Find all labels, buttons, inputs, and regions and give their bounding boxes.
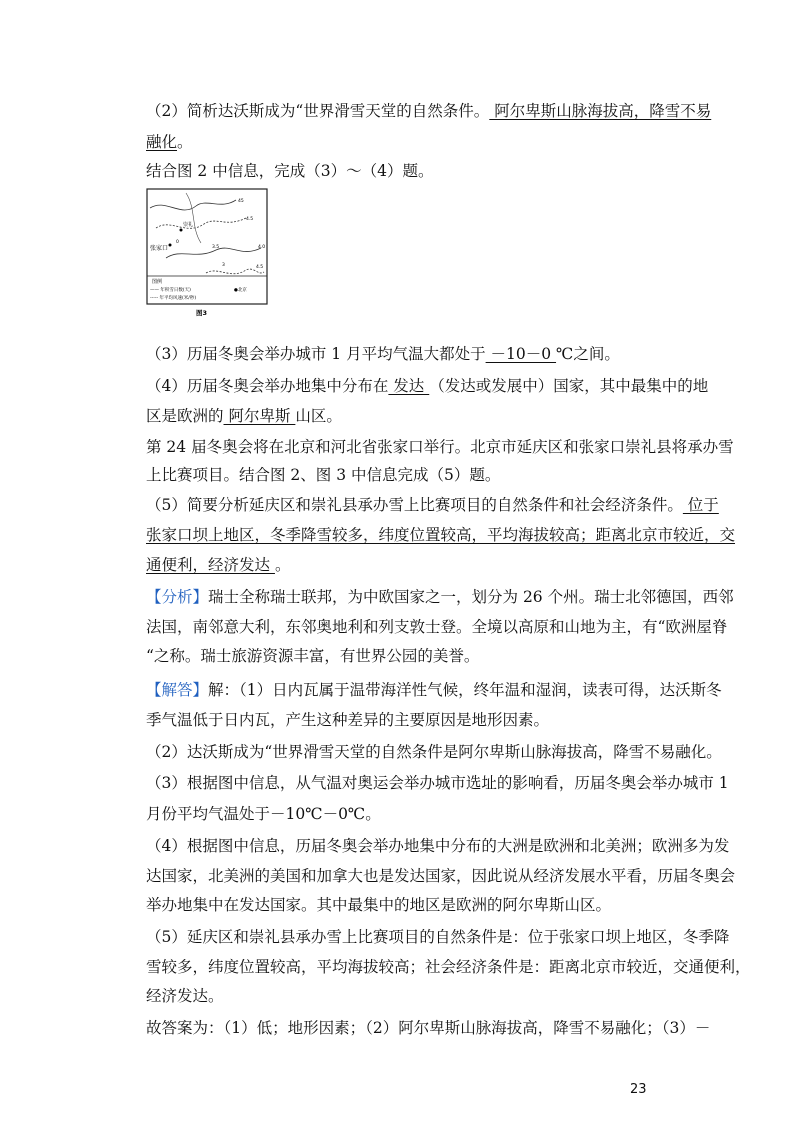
q4-line-1 <box>146 375 708 397</box>
contour-label: 4.5 <box>256 265 264 270</box>
q5-line-1 <box>146 494 719 516</box>
q4-line2-tail: 山区。 <box>295 407 342 425</box>
analysis-text: 瑞士全称瑞士联邦，为中欧国家之一，划分为 26 个州。瑞士北邻德国，西邻 <box>208 588 734 606</box>
q5-answer-part2: 张家口坝上地区，冬季降雪较多，纬度位置较高，平均海拔较高；距离北京市较近，交 <box>146 526 736 544</box>
answer-line-11: 经济发达。 <box>146 987 224 1005</box>
contour-label: 3 <box>222 263 225 268</box>
contour-label: 4.0 <box>258 245 266 250</box>
q3-question: （3）历届冬奥会举办城市 1 月平均气温大都处于 <box>146 345 486 363</box>
q3-answer: －10－0 <box>485 345 557 363</box>
q2-answer-part1: 阿尔卑斯山脉海拔高，降雪不易 <box>489 102 712 120</box>
combine-fig2-text: 结合图 2 中信息，完成（3）～（4）题。 <box>146 162 434 180</box>
answer-line-3: （2）达沃斯成为“世界滑雪天堂的自然条件是阿尔卑斯山脉海拔高，降雪不易融化。 <box>146 743 722 761</box>
contour-label: 0 <box>176 240 179 245</box>
legend-title: 图例 <box>152 279 163 285</box>
q2-tail: 。 <box>177 133 193 151</box>
contour-label: 4.5 <box>246 217 254 222</box>
figure3-map <box>146 188 268 318</box>
q2-answer-part2: 融化 <box>146 133 178 151</box>
answer-line-8: 举办地集中在发达国家。其中最集中的地区是欧洲的阿尔卑斯山区。 <box>146 896 612 914</box>
q4-answer-2: 阿尔卑斯 <box>223 407 296 425</box>
q5-question: （5）简要分析延庆区和崇礼县承办雪上比赛项目的自然条件和社会经济条件。 <box>146 496 683 514</box>
answer-line-10: 雪较多，纬度位置较高，平均海拔较高；社会经济条件是：距离北京市较近，交通便利， <box>146 958 751 976</box>
contour-label: 45 <box>238 199 244 204</box>
legend-wind-speed: ----- 年平均风速(米/秒) <box>150 296 197 301</box>
q4-answer-1: 发达 <box>388 377 430 395</box>
answer-tag: 【解答】 <box>146 681 209 699</box>
analysis-line-1 <box>146 586 734 608</box>
zhangjiakou-point <box>169 244 172 247</box>
intro24-line-2: 上比赛项目。结合图 2、图 3 中信息完成（5）题。 <box>146 466 501 484</box>
figure-caption: 图3 <box>196 309 208 317</box>
q5-answer-part3: 通便利，经济发达 <box>146 556 275 574</box>
q4-line-2 <box>146 405 342 427</box>
chongli-point <box>180 229 183 232</box>
analysis-line-2: 法国，南邻意大利，东邻奥地利和列支敦士登。全境以高原和山地为主，有“欧洲屋脊 <box>146 618 728 636</box>
legend-snow-days: —— 年积雪日数(天) <box>150 288 191 293</box>
q2-line-1 <box>146 100 711 122</box>
analysis-line-3: “之称。瑞士旅游资源丰富，有世界公园的美誉。 <box>146 647 480 665</box>
place-zhangjiakou: 张家口 <box>150 245 169 252</box>
q2-question: （2）简析达沃斯成为“世界滑雪天堂的自然条件。 <box>146 102 490 120</box>
q5-line-3 <box>146 554 290 576</box>
q4-line2-lead: 区是欧洲的 <box>146 407 224 425</box>
answer-line-9: （5）延庆区和崇礼县承办雪上比赛项目的自然条件是：位于张家口坝上地区，冬季降 <box>146 928 730 946</box>
answer-line-7: 达国家，北美洲的美国和加拿大也是发达国家，因此说从经济发展水平看，历届冬奥会 <box>146 867 736 885</box>
q4-middle: （发达或发展中）国家，其中最集中的地 <box>429 377 709 395</box>
answer-line-2: 季气温低于日内瓦，产生这种差异的主要原因是地形因素。 <box>146 711 550 729</box>
q3-tail: ℃之间。 <box>556 345 620 363</box>
place-chongli: 崇礼 <box>183 222 194 228</box>
q5-answer-part1: 位于 <box>682 496 719 514</box>
answer-line-5: 月份平均气温处于－10℃－0℃。 <box>146 805 381 823</box>
answer-line-6: （4）根据图中信息，历届冬奥会举办地集中分布的大洲是欧洲和北美洲；欧洲多为发 <box>146 837 730 855</box>
page-number: 23 <box>630 1082 647 1097</box>
answer-line-4: （3）根据图中信息，从气温对奥运会举办城市选址的影响看，历届冬奥会举办城市 1 <box>146 774 729 792</box>
q2-line-2 <box>146 131 193 153</box>
intro24-line-1: 第 24 届冬奥会将在北京和河北省张家口举行。北京市延庆区和张家口崇礼县将承办雪 <box>146 438 734 456</box>
q4-question: （4）历届冬奥会举办地集中分布在 <box>146 377 389 395</box>
answer-text: 解：（1）日内瓦属于温带海洋性气候，终年温和湿润，读表可得，达沃斯冬 <box>208 681 722 699</box>
legend-beijing: ●北京 <box>234 288 247 293</box>
answer-line-1 <box>146 679 722 701</box>
contour-label: 3.5 <box>212 245 220 250</box>
q5-tail: 。 <box>274 556 291 574</box>
answer-line-12: 故答案为：（1）低；地形因素；（2）阿尔卑斯山脉海拔高，降雪不易融化；（3）－ <box>146 1019 711 1037</box>
analysis-tag: 【分析】 <box>146 588 209 606</box>
q3-line <box>146 343 620 365</box>
q5-line-2 <box>146 524 735 546</box>
